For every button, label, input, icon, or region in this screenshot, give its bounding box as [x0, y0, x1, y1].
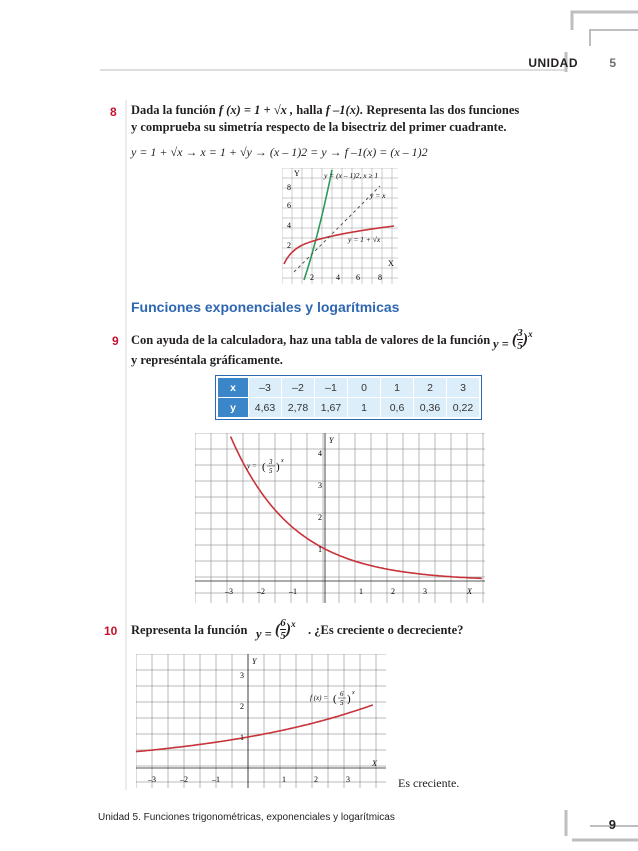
table-cell: 2,78 [282, 398, 315, 418]
grid-ex9 [195, 433, 485, 603]
y-tick: 1 [240, 733, 244, 742]
table-cell: 1 [381, 378, 414, 398]
table-row-x [218, 378, 480, 398]
section-title: Funciones exponenciales y logarítmicas [131, 299, 400, 315]
ex8-text-a: Dada la función [131, 103, 216, 117]
exercise-9-func: y = ( $\frac{3}{5}$ )$^x$ [493, 326, 533, 352]
label-inverse: y = (x – 1)2, x ≥ 1 [324, 171, 379, 180]
exercise-10-statement-a: Representa la función [131, 623, 248, 637]
x-tick: –2 [180, 775, 188, 784]
values-table [215, 375, 482, 420]
table-cell: 1 [348, 398, 381, 418]
table-cell: 3 [447, 378, 480, 398]
curve-exp-6-5 [136, 705, 373, 752]
x-tick: –3 [225, 587, 233, 596]
curve-label-exp: x [352, 690, 355, 696]
x-tick: –2 [257, 587, 265, 596]
exercise-10-answer: Es creciente. [398, 776, 460, 790]
x-tick: –3 [148, 775, 156, 784]
graph-ex10 [136, 654, 386, 788]
exercise-10-func: y = ( $\frac{6}{5}$ )$^x$ [256, 616, 296, 642]
exercise-8-solution: y = 1 + √x → x = 1 + √y → (x – 1)2 = y → f –1(x) = (x – 1)2 [131, 145, 428, 159]
svg-text:(: ( [262, 461, 266, 473]
curve-label-exp: x [281, 458, 284, 464]
y-tick: 2 [318, 513, 322, 522]
exercise-10-statement-b: . ¿Es creciente o decreciente? [308, 623, 464, 637]
exercise-8-number: 8 [110, 105, 117, 119]
y-axis-label: Y [294, 169, 300, 178]
table-header-x: x [218, 378, 249, 398]
svg-text:): ) [276, 461, 280, 473]
footer-text: Unidad 5. Funciones trigonométricas, exponenciales y logarítmicas [98, 812, 395, 823]
exercise-8-line2: y comprueba su simetría respecto de la bisectriz del primer cuadrante. [131, 120, 507, 134]
y-tick: 8 [287, 183, 291, 192]
x-tick: 2 [391, 587, 395, 596]
y-tick: 3 [240, 671, 244, 680]
page-number: 9 [608, 817, 616, 832]
table-cell: –1 [315, 378, 348, 398]
ex8-func: f (x) = 1 + √x , [218, 103, 294, 117]
y-tick: 2 [287, 241, 291, 250]
curve-label-den: 5 [269, 467, 273, 475]
label-bisector: y = x [370, 191, 386, 200]
x-axis-label: X [372, 759, 377, 768]
table-cell: 0,6 [381, 398, 414, 418]
unit-number: 5 [609, 56, 616, 70]
table-header-y: y [218, 398, 249, 418]
func-exp: x [528, 329, 533, 339]
curve-label-ex10 [310, 690, 355, 707]
x-axis-label: X [388, 259, 394, 268]
x-tick: –1 [289, 587, 297, 596]
table-cell: 2 [414, 378, 447, 398]
svg-text:(: ( [333, 693, 337, 705]
func-exp: x [291, 619, 296, 629]
func-den: 5 [280, 629, 286, 642]
exercise-8-statement [131, 102, 561, 119]
exercise-10-number: 10 [104, 624, 118, 638]
table-cell: 4,63 [249, 398, 282, 418]
x-tick: 6 [356, 273, 360, 282]
table-cell: 1,67 [315, 398, 348, 418]
exercise-9-statement: Con ayuda de la calculadora, haz una tabla de valores de la función [131, 333, 491, 347]
func-prefix: y = [493, 337, 509, 352]
curve-label-den: 5 [340, 699, 344, 707]
label-function: y = 1 + √x [348, 235, 381, 244]
y-tick: 4 [318, 449, 322, 458]
y-tick: 1 [318, 545, 322, 554]
table-cell: –3 [249, 378, 282, 398]
y-tick: 2 [240, 702, 244, 711]
curve-inverse [304, 170, 332, 280]
curve-label-num: 6 [340, 690, 344, 698]
x-axis-label: X [467, 587, 472, 596]
table-cell: 0,22 [447, 398, 480, 418]
x-tick: 1 [359, 587, 363, 596]
table-cell: 0,36 [414, 398, 447, 418]
x-tick: 3 [346, 775, 350, 784]
y-tick: 6 [287, 201, 291, 210]
func-den: 5 [517, 339, 523, 352]
table-cell: 0 [348, 378, 381, 398]
curve-label-ex9 [246, 458, 284, 475]
x-tick: 4 [336, 273, 340, 282]
func-num: 6 [280, 616, 286, 629]
ex8-text-b: halla [296, 103, 323, 117]
x-tick: –1 [212, 775, 220, 784]
func-prefix: y = [256, 627, 272, 642]
y-tick: 3 [318, 481, 322, 490]
curve-function [284, 226, 394, 264]
curve-label-num: 3 [269, 458, 273, 466]
x-tick: 1 [282, 775, 286, 784]
table-row-y [218, 398, 480, 418]
y-tick: 4 [287, 221, 291, 230]
exercise-9-line2: y represéntala gráficamente. [131, 353, 283, 367]
x-tick: 8 [378, 273, 382, 282]
unit-label: UNIDAD [528, 56, 578, 70]
graph-ex8 [282, 168, 398, 284]
x-tick: 2 [310, 273, 314, 282]
y-axis-label: Y [329, 436, 334, 445]
exercise-9-number: 9 [112, 334, 119, 348]
curve-label-prefix: f (x) = [310, 694, 328, 702]
x-tick: 2 [314, 775, 318, 784]
graph-ex9 [195, 433, 485, 603]
func-num: 3 [517, 326, 523, 339]
x-tick: 3 [423, 587, 427, 596]
ex8-inverse: f –1(x). [325, 103, 364, 117]
y-axis-label: Y [252, 657, 257, 666]
curve-label-prefix: y = [247, 462, 257, 470]
ex8-text-c: Representa las dos funciones [366, 103, 520, 117]
svg-text:): ) [347, 693, 351, 705]
table-cell: –2 [282, 378, 315, 398]
